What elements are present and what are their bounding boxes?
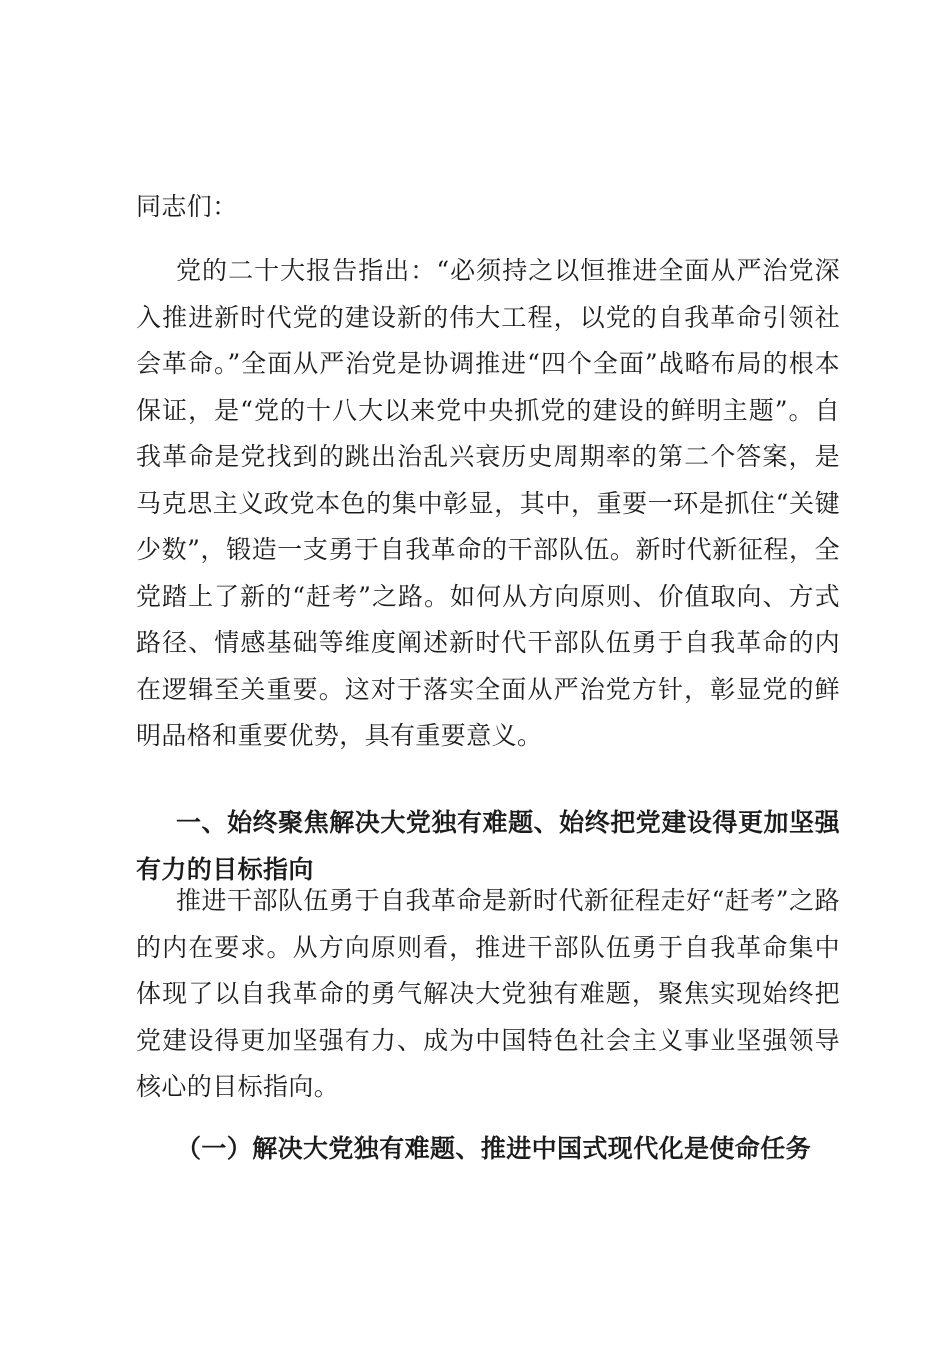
body-paragraph-section-1: 推进干部队伍勇于自我革命是新时代新征程走好“赶考”之路的内在要求。从方向原则看，推进干部队伍勇于自我革命集中体现了以自我革命的勇气解决大党独有难题，聚焦实现始终把党建设得更加坚强有力、成为中国特色社会主义事业坚强领导核心的目标指向。 <box>136 886 840 1101</box>
salutation: 同志们： <box>136 192 238 221</box>
section-heading-1: 一、始终聚焦解决大党独有难题、始终把党建设得更加坚强有力的目标指向 <box>136 808 840 884</box>
subsection-heading-1: （一）解决大党独有难题、推进中国式现代化是使命任务 <box>176 1134 812 1163</box>
body-paragraph-intro: 党的二十大报告指出：“必须持之以恒推进全面从严治党深入推进新时代党的建设新的伟大工程，以党的自我革命引领社会革命。”全面从严治党是协调推进“四个全面”战略布局的根本保证，是“党的十八大以来党中央抓党的建设的鲜明主题”。自我革命是党找到的跳出治乱兴衰历史周期率的第二个答案，是马克思主义政党本色的集中彰显，其中，重要一环是抓住“关键少数”，锻造一支勇于自我革命的干部队伍。新时代新征程，全党踏上了新的“赶考”之路。如何从方向原则、价值取向、方式路径、情感基础等维度阐述新时代干部队伍勇于自我革命的内在逻辑至关重要。这对于落实全面从严治党方针，彰显党的鲜明品格和重要优势，具有重要意义。 <box>136 256 840 750</box>
